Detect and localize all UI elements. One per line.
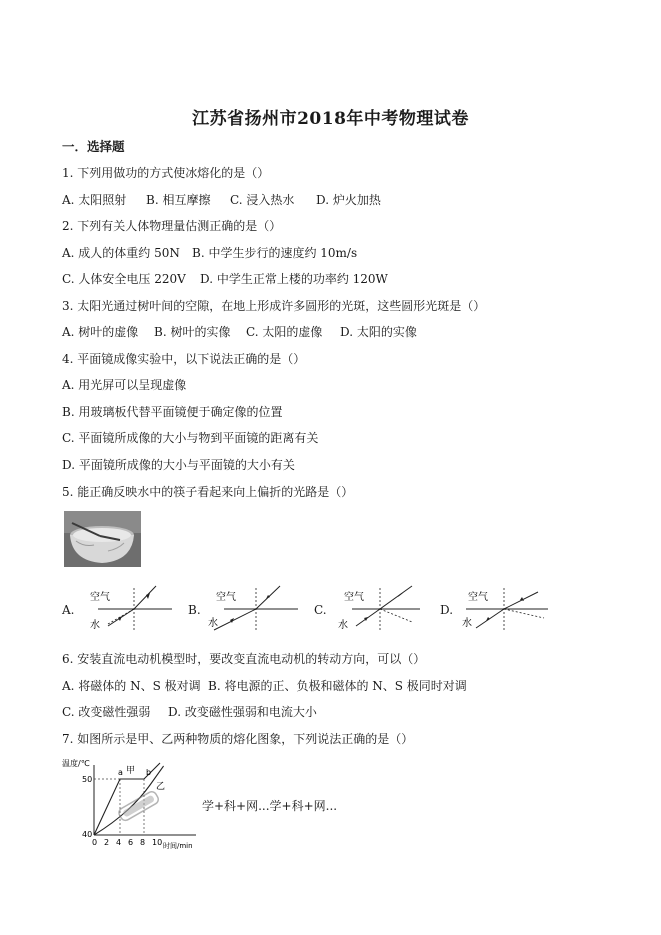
paper-title: 江苏省扬州市2018年中考物理试卷 [192,109,469,129]
x-tick-6: 6 [128,838,134,847]
diagram-c-label: C. [314,603,327,617]
section-heading: 一．选择题 [62,139,125,154]
question-6-stem: 6. 安装直流电动机模型时，要改变直流电动机的转动方向，可以（） [62,652,426,666]
x-axis-label: 时间/min [163,842,193,850]
question-1-options [62,193,381,207]
water-label: 水 [208,618,218,629]
option-d: D. 中学生正常上楼的功率约 120W [200,272,388,286]
option-b: B. 将电源的正、负极和磁体的 N、S 极同时对调 [208,679,467,693]
question-3-options [62,325,417,339]
air-label: 空气 [216,592,236,603]
option-c: C. 太阳的虚像 [246,325,323,339]
question-5-stem: 5. 能正确反映水中的筷子看起来向上偏折的光路是（） [62,485,354,499]
question-6-options-row1 [62,679,467,693]
water-label: 水 [462,618,472,629]
air-label: 空气 [90,592,110,603]
air-label: 空气 [344,592,364,603]
refraction-diagram-d [456,582,552,636]
refraction-diagram-b [204,582,300,636]
option-b: B. 相互摩擦 [146,193,211,207]
x-tick-10: 10 [152,838,163,847]
y-axis-label: 温度/℃ [62,759,90,768]
question-1-stem: 1. 下列用做功的方式使冰熔化的是（） [62,166,270,180]
option-d: D. 炉火加热 [316,193,381,207]
stamp-watermark [117,790,160,822]
water-label: 水 [90,620,100,631]
diagram-d-label: D. [440,603,454,617]
option-c: C. 改变磁性强弱 [62,705,151,719]
x-tick-4: 4 [116,838,122,847]
point-a-label: a [118,768,123,777]
option-a: A. 成人的体重约 50N [62,246,180,260]
question-4-option-c: C. 平面镜所成像的大小与物到平面镜的距离有关 [62,431,319,445]
option-c: C. 浸入热水 [230,193,295,207]
diagram-a-label: A. [62,603,75,617]
question-7-stem: 7. 如图所示是甲、乙两种物质的熔化图象，下列说法正确的是（） [62,732,414,746]
x-tick-8: 8 [140,838,146,847]
question-4-option-a: A. 用光屏可以呈现虚像 [62,378,187,392]
option-b: B. 中学生步行的速度约 10m/s [192,246,358,260]
air-label: 空气 [468,592,488,603]
option-d: D. 改变磁性强弱和电流大小 [168,705,317,719]
question-2-stem: 2. 下列有关人体物理量估测正确的是（） [62,219,282,233]
refraction-diagram-c [328,582,424,636]
question-2-options-row1 [62,246,357,260]
y-tick-50: 50 [82,775,93,784]
series-jia-label: 甲 [126,766,136,776]
x-tick-0: 0 [92,838,98,847]
water-label: 水 [338,620,348,631]
question-6-options-row2 [62,705,317,719]
y-tick-40: 40 [82,830,93,839]
question-4-option-d: D. 平面镜所成像的大小与平面镜的大小有关 [62,458,295,472]
question-4-option-b: B. 用玻璃板代替平面镜便于确定像的位置 [62,405,283,419]
option-a: A. 树叶的虚像 [62,325,139,339]
question-2-options-row2 [62,272,388,286]
question-4-stem: 4. 平面镜成像实验中，以下说法正确的是（） [62,352,306,366]
option-c: C. 人体安全电压 220V [62,272,186,286]
option-b: B. 树叶的实像 [154,325,231,339]
option-d: D. 太阳的实像 [340,325,417,339]
point-b-label: b [146,768,152,777]
option-a: A. 太阳照射 [62,193,127,207]
watermark-text: 学+科+网...学+科+网... [202,799,338,813]
refraction-diagram-a [78,582,174,636]
melting-graph [60,757,200,852]
question-3-stem: 3. 太阳光通过树叶间的空隙，在地上形成许多圆形的光斑，这些圆形光斑是（） [62,299,486,313]
diagram-b-label: B. [188,603,201,617]
chopsticks-bowl-photo [64,511,141,567]
series-yi-label: 乙 [156,782,166,792]
option-a: A. 将磁体的 N、S 极对调 [62,679,201,693]
x-tick-2: 2 [104,838,110,847]
